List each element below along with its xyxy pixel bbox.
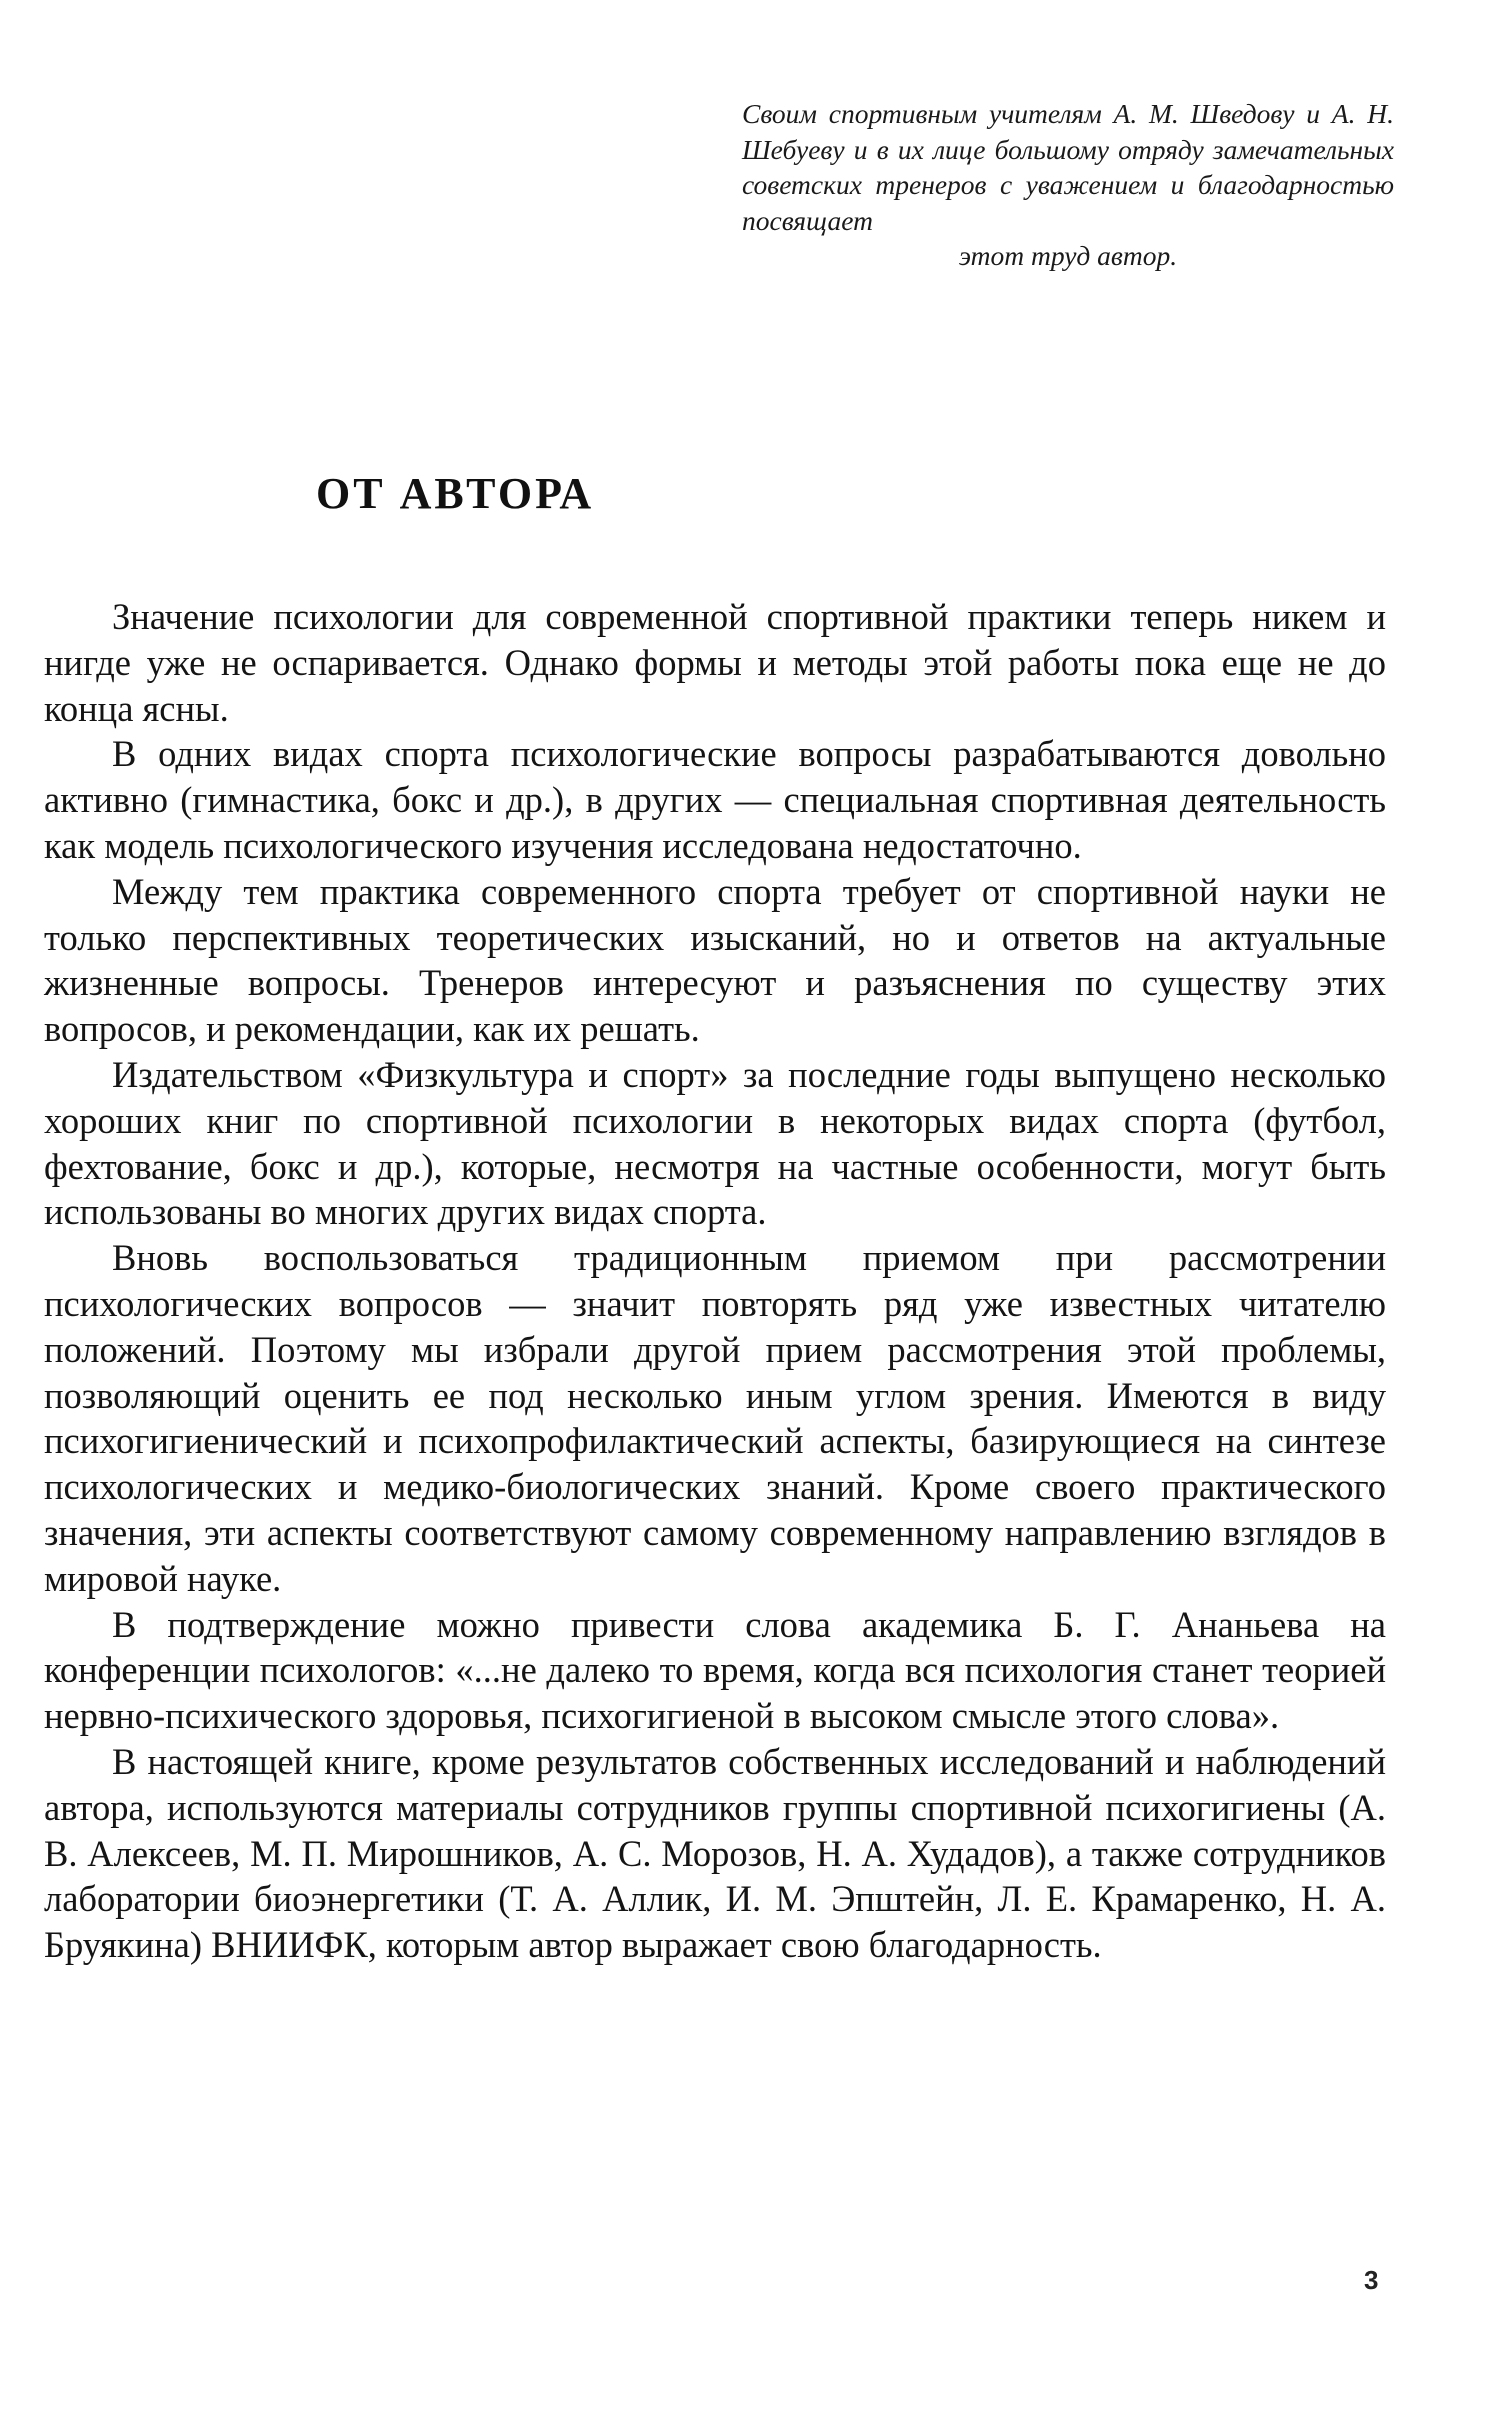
dedication-last-line: этот труд автор. — [958, 240, 1178, 271]
dedication-epigraph — [742, 96, 1394, 274]
paragraph-3: Между тем практика современного спорта требует от спортивной науки не только перспективных теоретических изысканий, но и ответов на актуальные жизненные вопросы. Тренеров интересуют и разъяснения по существу этих вопросов, и рекомендации, как их решать. — [44, 870, 1386, 1050]
page-number: 3 — [1364, 2265, 1379, 2295]
body-text — [44, 594, 1386, 1968]
paragraph-6: В подтверждение можно привести слова академика Б. Г. Ананьева на конференции психологов: «...не далеко то время, когда вся психология станет теорией нервно-психического здоровья, психогигиеной в высоком смысле этого слова». — [44, 1603, 1386, 1737]
dedication-text: Своим спортивным учителям А. М. Шведову и А. Н. Шебуеву и в их лице большому отряду замечательных советских тренеров с уважением и благодарностью посвящает — [742, 98, 1394, 236]
paragraph-2: В одних видах спорта психологические вопросы разрабатываются довольно активно (гимнастика, бокс и др.), в других — специальная спортивная деятельность как модель психологического изучения исследована недостаточно. — [44, 733, 1386, 866]
paragraph-7: В настоящей книге, кроме результатов собственных исследований и наблюдений автора, используются материалы сотрудников группы спортивной психогигиены (А. В. Алексеев, М. П. Мирошников, А. С. Морозов, Н. А. Худадов), а также сотрудников лаборатории биоэнергетики (Т. А. Аллик, И. М. Эпштейн, Л. Е. Крамаренко, Н. А. Бруякина) ВНИИФК, которым автор выражает свою благодарность. — [44, 1740, 1386, 1966]
paragraph-4: Издательством «Физкультура и спорт» за последние годы выпущено несколько хороших книг по спортивной психологии в некоторых видах спорта (футбол, фехтование, бокс и др.), которые, несмотря на частные особенности, могут быть использованы во многих других видах спорта. — [44, 1053, 1386, 1233]
page-title: ОТ АВТОРА — [316, 469, 595, 518]
paragraph-1: Значение психологии для современной спортивной практики теперь никем и нигде уже не оспаривается. Однако формы и методы этой работы пока еще не до конца ясны. — [44, 596, 1386, 729]
paragraph-5: Вновь воспользоваться традиционным приемом при рассмотрении психологических вопросов — значит повторять ряд уже известных читателю положений. Поэтому мы избрали другой прием рассмотрения этой проблемы, позволяющий оценить ее под несколько иным углом зрения. Имеются в виду психогигиенический и психопрофилактический аспекты, базирующиеся на синтезе психологических и медико-биологических знаний. Кроме своего практического значения, эти аспекты соответствуют самому современному направлению взглядов в мировой науке. — [44, 1237, 1386, 1599]
